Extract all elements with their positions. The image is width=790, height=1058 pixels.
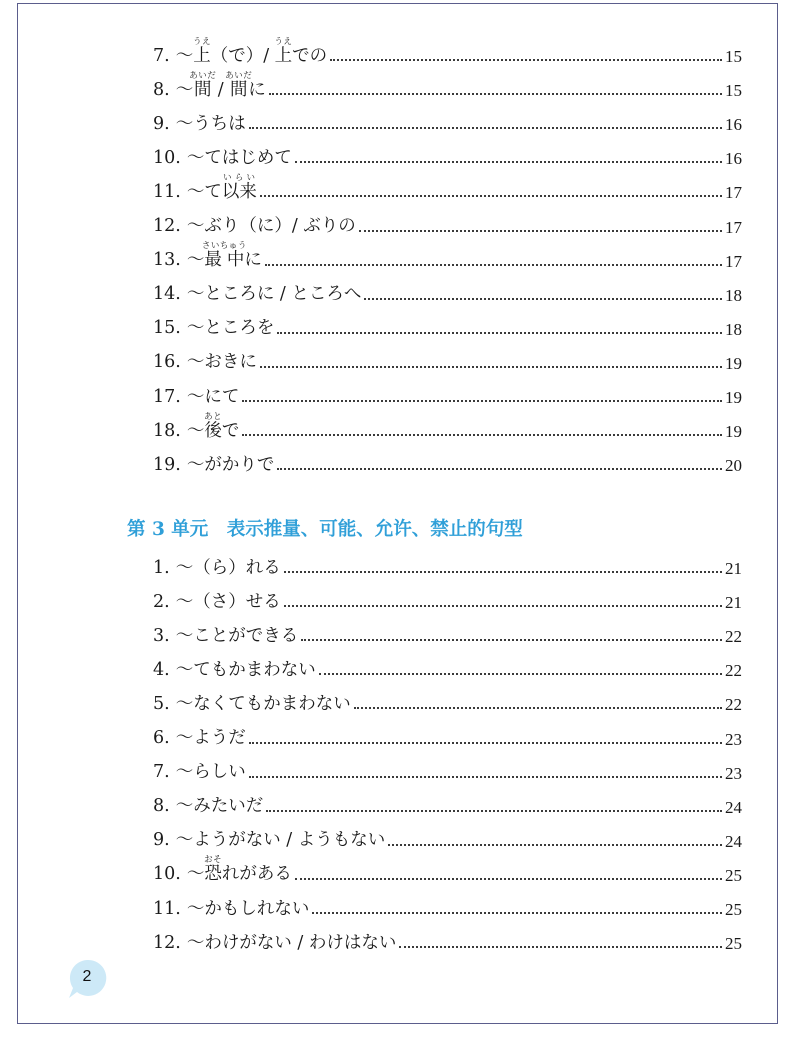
dot-leader: [249, 741, 722, 744]
title-text: ～ようがない / ようもない: [175, 830, 386, 851]
title-text: ～みたいだ: [175, 796, 264, 817]
title-text: ～にて: [186, 386, 240, 407]
entry-number: 10.: [153, 147, 181, 168]
entry-number: 7.: [153, 45, 170, 66]
dot-leader: [388, 843, 722, 846]
entry-page-number: 22: [725, 661, 742, 681]
title-text: ～ぶり（に）/ ぶりの: [186, 216, 356, 236]
entry-number: 6.: [153, 728, 170, 748]
entry-page-number: 21: [725, 559, 742, 578]
title-text: ～てもかまわない: [175, 659, 316, 680]
entry-number: 16.: [153, 352, 181, 373]
entry-number: 15.: [153, 318, 181, 339]
entry-title: [186, 932, 397, 953]
entry-title: [187, 354, 257, 372]
toc-entry: [153, 617, 742, 645]
kanji: 間: [189, 79, 217, 100]
furigana-reading: あいだ: [189, 70, 217, 81]
toc-entry: [153, 549, 742, 577]
entry-page-number: 22: [725, 627, 742, 647]
dot-leader: [359, 229, 722, 232]
entry-page-number: 19: [725, 353, 742, 373]
entry-number: 8.: [153, 796, 170, 817]
dot-leader: [266, 809, 722, 812]
entry-title: [186, 898, 310, 919]
entry-number: 8.: [153, 79, 170, 100]
entry-number: 1.: [153, 557, 170, 578]
furigana-word: [274, 36, 293, 66]
entry-title: [176, 37, 328, 66]
title-text: ～うちは: [175, 113, 246, 134]
title-text: ～ようだ: [175, 728, 246, 748]
entry-title: [176, 832, 386, 850]
entry-title: [176, 730, 246, 748]
title-text: ～ことができる: [175, 625, 299, 646]
title-text: ～ところを: [186, 318, 275, 339]
entry-title: [187, 320, 275, 338]
dot-leader: [284, 570, 722, 573]
entry-title: [176, 798, 264, 816]
entry-number: 17.: [153, 386, 181, 407]
toc-entry: [153, 242, 742, 270]
dot-leader: [354, 706, 722, 709]
entry-number: 19.: [153, 454, 181, 475]
entry-title: [175, 659, 316, 680]
title-text: ～: [175, 45, 194, 66]
entry-number: 7.: [153, 762, 170, 783]
dot-leader: [260, 365, 722, 368]
dot-leader: [295, 160, 722, 163]
furigana-word: [204, 411, 223, 441]
title-text: ～おきに: [186, 352, 257, 373]
entry-page-number: 15: [725, 47, 742, 66]
title-text: ～（さ）せる: [175, 591, 281, 612]
toc-entry: [153, 37, 742, 65]
title-text: ～（ら）れる: [175, 557, 281, 578]
toc-entry: [153, 446, 742, 474]
entry-title: [175, 693, 351, 714]
toc-entry: [153, 208, 742, 236]
toc-entry: [153, 412, 742, 440]
toc-entry: [153, 822, 742, 850]
title-text: での: [292, 45, 328, 66]
entry-page-number: 25: [725, 934, 742, 954]
entry-number: 5.: [153, 693, 170, 714]
entry-page-number: 16: [725, 115, 742, 135]
entry-title: [187, 218, 356, 236]
entry-number: 12.: [153, 216, 181, 236]
entry-title: [175, 557, 281, 578]
dot-leader: [312, 911, 722, 914]
dot-leader: [269, 92, 722, 95]
toc-entry: [153, 105, 742, 133]
toc-entry: [153, 378, 742, 406]
entry-number: 11.: [153, 898, 181, 919]
dot-leader: [364, 297, 722, 300]
furigana-word: [201, 241, 247, 271]
kanji: 上: [274, 45, 293, 66]
furigana-word: [192, 36, 211, 66]
title-text: れがある: [221, 864, 292, 885]
toc-entry: [153, 924, 742, 952]
dot-leader: [399, 945, 722, 948]
entry-title: [176, 71, 266, 100]
toc-entry: [153, 754, 742, 782]
entry-title: [187, 855, 292, 884]
entry-page-number: 24: [725, 797, 742, 817]
section-heading: 第 3 单元 表示推量、可能、允许、禁止的句型: [127, 519, 523, 540]
furigana-reading: うえ: [192, 36, 211, 47]
title-text: で: [221, 420, 240, 441]
toc-entry: [153, 651, 742, 679]
kanji: 以来: [221, 181, 257, 202]
entry-number: 13.: [153, 250, 181, 271]
toc-entry: [153, 856, 742, 884]
title-text: ～: [186, 864, 205, 885]
entry-page-number: 24: [725, 831, 742, 851]
entry-number: 2.: [153, 591, 170, 612]
entry-number: 9.: [153, 830, 170, 851]
dot-leader: [249, 126, 722, 129]
furigana-reading: おそ: [204, 855, 223, 866]
furigana-word: [221, 172, 257, 202]
furigana-reading: うえ: [274, 36, 293, 47]
dot-leader: [249, 775, 722, 778]
dot-leader: [301, 638, 722, 641]
entry-page-number: 23: [725, 763, 742, 783]
furigana-reading: さいちゅう: [201, 241, 247, 252]
entry-title: [186, 386, 240, 407]
kanji: 間: [225, 79, 253, 100]
entry-page-number: 16: [725, 149, 742, 169]
entry-title: [176, 764, 246, 782]
title-text: ～かもしれない: [186, 898, 310, 919]
entry-title: [187, 241, 262, 270]
toc-entry: [153, 71, 742, 99]
entry-page-number: 21: [725, 593, 742, 613]
furigana-reading: いらい: [221, 172, 257, 183]
entry-page-number: 25: [725, 865, 742, 885]
furigana-word: [204, 855, 223, 885]
entry-number: 14.: [153, 284, 181, 305]
entry-page-number: 17: [725, 251, 742, 271]
kanji: 上: [192, 45, 211, 66]
entry-number: 10.: [153, 864, 181, 885]
entry-title: [175, 591, 281, 612]
entry-page-number: 15: [725, 81, 742, 101]
entry-number: 12.: [153, 932, 181, 953]
entry-page-number: 22: [725, 695, 742, 715]
entry-page-number: 23: [725, 729, 742, 749]
dot-leader: [330, 58, 722, 61]
furigana-reading: あと: [204, 411, 223, 422]
dot-leader: [284, 604, 722, 607]
dot-leader: [260, 194, 722, 197]
furigana-word: [225, 70, 253, 100]
toc-entry: [153, 173, 742, 201]
kanji: 恐: [204, 864, 223, 885]
entry-title: [175, 625, 299, 646]
title-text: /: [212, 79, 230, 100]
toc-entry: [153, 685, 742, 713]
toc-entry: [153, 139, 742, 167]
title-text: ～ところに / ところへ: [186, 284, 362, 305]
dot-leader: [265, 263, 722, 266]
kanji: 最中: [201, 250, 247, 271]
title-text: ～てはじめて: [186, 147, 292, 168]
title-text: に: [248, 79, 266, 100]
entry-title: [186, 147, 292, 168]
toc-entry: [153, 276, 742, 304]
entry-title: [187, 286, 362, 304]
toc-entry: [153, 344, 742, 372]
entry-number: 9.: [153, 113, 170, 134]
title-text: ～わけがない / わけはない: [186, 932, 397, 953]
entry-page-number: 18: [725, 319, 742, 339]
title-text: ～がかりで: [186, 454, 275, 475]
title-text: ～なくてもかまわない: [175, 693, 351, 714]
entry-title: [187, 173, 257, 202]
toc-entry: [153, 583, 742, 611]
furigana-reading: あいだ: [225, 70, 253, 81]
toc-entry: [153, 890, 742, 918]
dot-leader: [295, 877, 722, 880]
entry-page-number: 25: [725, 900, 742, 919]
dot-leader: [277, 467, 722, 470]
entry-page-number: 19: [725, 422, 742, 442]
entry-page-number: 17: [725, 183, 742, 203]
title-text: に: [244, 250, 262, 271]
dot-leader: [242, 399, 722, 402]
title-text: ～らしい: [175, 762, 246, 783]
title-text: （で）/: [210, 45, 275, 66]
dot-leader: [277, 331, 722, 334]
title-text: ～て: [186, 181, 222, 202]
entry-number: 11.: [153, 181, 181, 202]
dot-leader: [319, 672, 722, 675]
toc-entry: [153, 720, 742, 748]
entry-page-number: 18: [725, 285, 742, 305]
title-text: ～: [175, 79, 194, 100]
entry-number: 18.: [153, 420, 181, 441]
page-number: 2: [82, 968, 92, 985]
toc-entry: [153, 310, 742, 338]
entry-page-number: 19: [725, 388, 742, 407]
toc-entry: [153, 788, 742, 816]
dot-leader: [242, 433, 722, 436]
entry-title: [186, 454, 275, 475]
title-text: ～: [186, 250, 205, 271]
entry-page-number: 17: [725, 217, 742, 237]
entry-number: 3.: [153, 625, 170, 646]
title-text: ～: [186, 420, 205, 441]
entry-title: [187, 412, 240, 441]
entry-page-number: 20: [725, 456, 742, 476]
furigana-word: [189, 70, 217, 100]
entry-title: [175, 113, 246, 134]
kanji: 後: [204, 420, 223, 441]
entry-number: 4.: [153, 659, 170, 680]
